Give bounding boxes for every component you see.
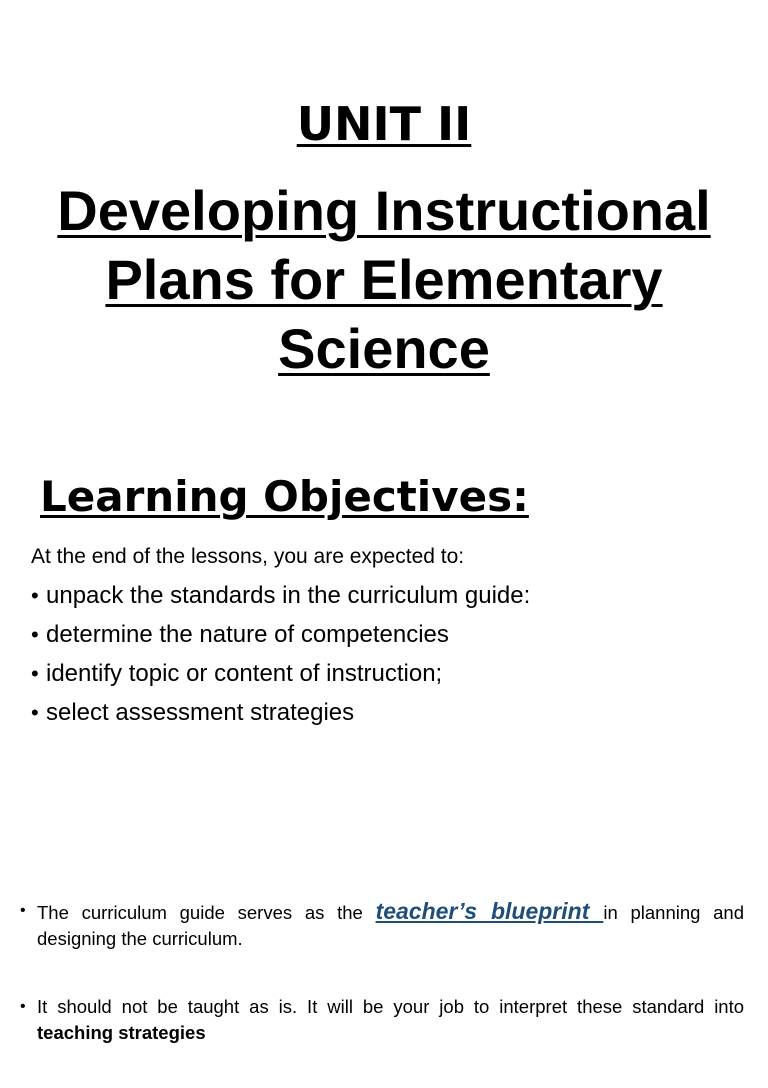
notes-list — [20, 898, 744, 1088]
page-title: Developing Instructional Plans for Elementary Science — [57, 179, 711, 380]
objective-text: identify topic or content of instruction; — [46, 660, 443, 687]
objective-text: select assessment strategies — [46, 699, 355, 726]
objectives-intro: At the end of the lessons, you are expected to: — [31, 545, 465, 568]
bullet-icon: • — [31, 583, 39, 608]
objective-item — [31, 693, 530, 732]
objectives-heading: Learning Objectives: — [40, 472, 529, 521]
note-continuation: into — [714, 996, 745, 1017]
unit-title: UNIT II — [296, 97, 472, 151]
bullet-icon: • — [20, 998, 26, 1015]
note-text-before: The curriculum guide serves as the — [37, 902, 376, 923]
objective-item — [31, 615, 530, 654]
bullet-icon: • — [31, 622, 39, 647]
teaching-strategies-term: teaching strategies — [37, 1022, 206, 1043]
bullet-icon: • — [20, 902, 26, 919]
objective-item — [31, 654, 530, 693]
objective-text: unpack the standards in the curriculum guide: — [46, 582, 531, 609]
note-item — [20, 994, 744, 1046]
note-text: It should not be taught as is. It will be your job to interpret these standard — [37, 996, 705, 1017]
bullet-icon: • — [31, 700, 39, 725]
objective-item — [31, 576, 530, 615]
bullet-icon: • — [31, 661, 39, 686]
objective-text: determine the nature of competencies — [46, 621, 449, 648]
note-text-after: in planning and designing the curriculum. — [37, 902, 745, 949]
note-item — [20, 898, 744, 952]
teachers-blueprint-term: teacher’s blueprint — [375, 898, 604, 924]
objectives-list — [31, 576, 530, 732]
